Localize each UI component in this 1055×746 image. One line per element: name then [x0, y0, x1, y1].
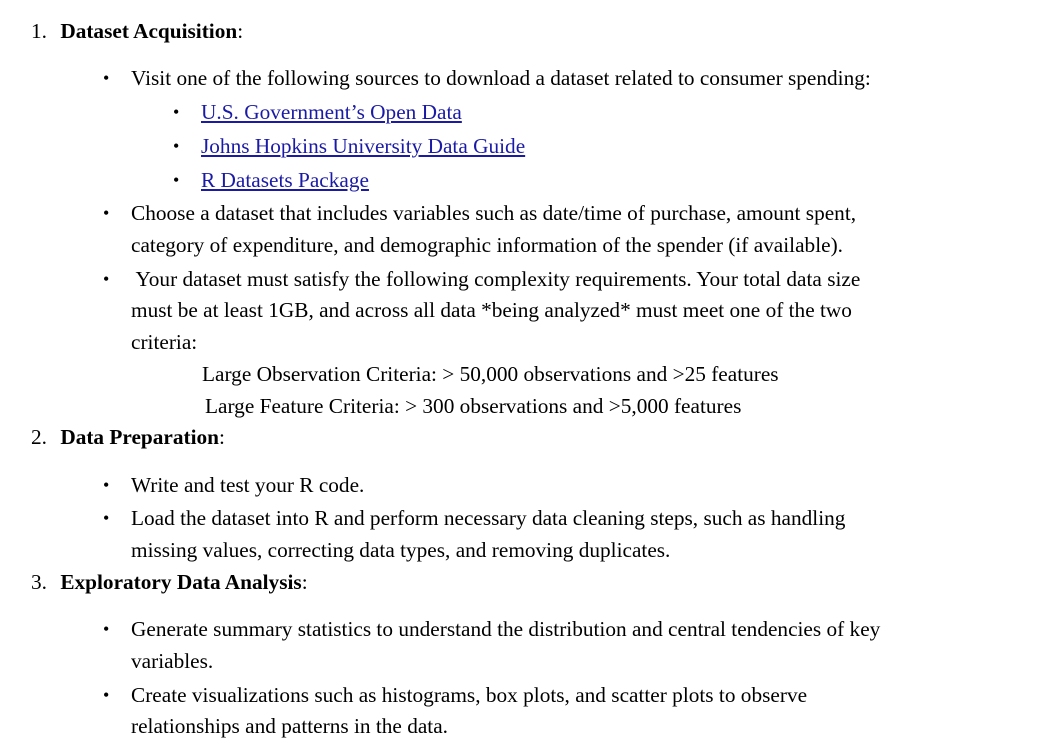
section-1-title: Dataset Acquisition: [60, 19, 238, 43]
section-2-heading: [31, 421, 225, 453]
section-2-number: 2.: [31, 425, 47, 449]
bullet-icon: •: [103, 619, 110, 639]
section-3-suffix: :: [301, 570, 308, 594]
bullet-icon: •: [103, 203, 110, 223]
bullet-icon: •: [103, 475, 110, 495]
list-item-line: missing values, correcting data types, and removing duplicates.: [131, 538, 671, 562]
bullet-icon: •: [103, 68, 110, 88]
list-item-line: Load the dataset into R and perform necessary data cleaning steps, such as handling: [131, 506, 846, 530]
section-3-number: 3.: [31, 570, 47, 594]
list-item-line: variables.: [131, 649, 214, 673]
list-item-line: relationships and patterns in the data.: [131, 714, 448, 738]
bullet-icon: •: [103, 269, 110, 289]
list-item-line: Your dataset must satisfy the following complexity requirements. Your total data size: [131, 267, 861, 291]
link-us-government-open-data[interactable]: U.S. Government’s Open Data: [201, 100, 462, 124]
list-item-line: category of expenditure, and demographic information of the spender (if available).: [131, 233, 843, 257]
list-item-line: must be at least 1GB, and across all data *being analyzed* must meet one of the two: [131, 298, 852, 322]
list-item: Write and test your R code.: [131, 473, 365, 497]
list-item-line: criteria:: [131, 330, 198, 354]
section-2-suffix: :: [219, 425, 225, 449]
section-3-title: Exploratory Data Analysis: [60, 570, 302, 594]
section-1-number: 1.: [31, 19, 47, 43]
section-2-title: Data Preparation: [60, 425, 220, 449]
bullet-icon: •: [173, 136, 180, 156]
section-1-suffix: :: [237, 19, 244, 43]
link-johns-hopkins-data-guide[interactable]: Johns Hopkins University Data Guide: [201, 134, 526, 158]
large-feature-criteria: Large Feature Criteria: > 300 observations and >5,000 features: [205, 394, 742, 418]
list-item: Visit one of the following sources to download a dataset related to consumer spending:: [131, 66, 871, 90]
section-3-heading: [31, 566, 308, 598]
section-1-heading: [31, 15, 243, 47]
large-observation-criteria: Large Observation Criteria: > 50,000 observations and >25 features: [202, 362, 779, 386]
bullet-icon: •: [103, 508, 110, 528]
list-item-line: Generate summary statistics to understand the distribution and central tendencies of key: [131, 617, 881, 641]
bullet-icon: •: [173, 170, 180, 190]
bullet-icon: •: [173, 102, 180, 122]
list-item-line: Create visualizations such as histograms, box plots, and scatter plots to observe: [131, 683, 808, 707]
list-item-line: Choose a dataset that includes variables such as date/time of purchase, amount spent,: [131, 201, 857, 225]
link-r-datasets-package[interactable]: R Datasets Package: [201, 168, 369, 192]
bullet-icon: •: [103, 685, 110, 705]
